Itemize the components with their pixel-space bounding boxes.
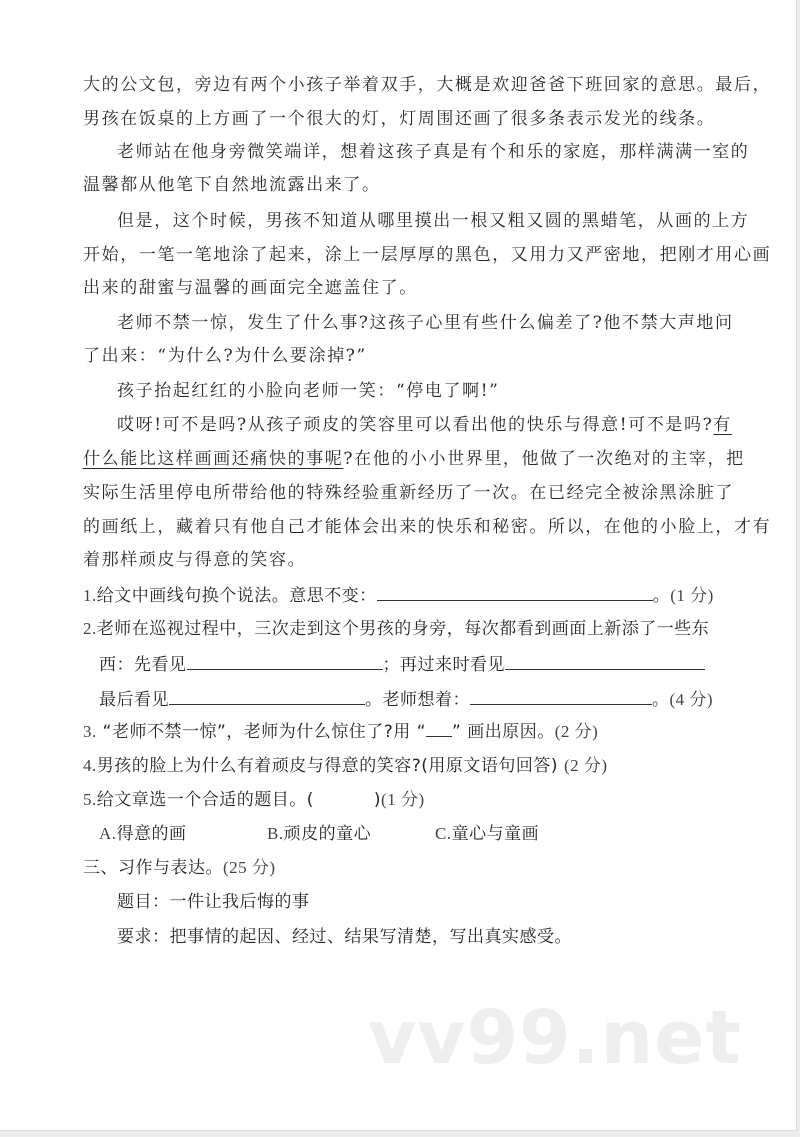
question-5 xyxy=(83,789,425,811)
question-number: 1. xyxy=(83,586,97,605)
option-b[interactable] xyxy=(267,823,435,845)
composition-topic: 题目：一件让我后悔的事 xyxy=(117,892,310,912)
question-number: 2. xyxy=(83,619,97,638)
question-text: 最后看见 xyxy=(99,690,169,710)
passage-line: 出来的甜蜜与温馨的画面完全遮盖住了。 xyxy=(83,278,418,298)
underlined-sentence: 什么能比这样画画还痛快的事呢 xyxy=(83,449,344,469)
question-2-line-3 xyxy=(99,688,713,711)
question-4 xyxy=(83,755,608,777)
question-punct: ) xyxy=(373,790,382,810)
option-label: 童心与童画 xyxy=(451,824,540,844)
question-text: 给文章选一个合适的题目。( xyxy=(96,790,314,810)
question-score: (2 分) xyxy=(554,722,599,741)
answer-blank-teacher-thought[interactable] xyxy=(470,688,652,705)
question-text: 。老师想着： xyxy=(365,690,470,710)
option-label: 顽皮的童心 xyxy=(283,824,372,844)
answer-blank-last-seen[interactable] xyxy=(169,688,365,705)
passage-line xyxy=(117,414,732,436)
passage-line: 大的公文包，旁边有两个小孩子举着双手，大概是欢迎爸爸下班回家的意思。最后， xyxy=(83,75,772,95)
passage-line xyxy=(83,448,745,470)
passage-line: 孩子抬起红红的小脸向老师一笑：“停电了啊!” xyxy=(117,381,500,401)
passage-text: ?在他的小小世界里，他做了一次绝对的主宰，把 xyxy=(343,449,745,469)
question-number: 3. xyxy=(83,722,97,741)
question-score: (4 分) xyxy=(669,690,714,709)
passage-line: 但是，这个时候，男孩不知道从哪里摸出一根又粗又圆的黑蜡笔，从画的上方 xyxy=(117,211,750,231)
option-label: 得意的画 xyxy=(116,824,187,844)
question-2-line-2 xyxy=(99,653,705,676)
answer-blank-first-seen[interactable] xyxy=(187,653,383,670)
question-number: 5. xyxy=(83,790,97,809)
question-text: 老师在巡视过程中，三次走到这个男孩的身旁，每次都看到画面上新添了一些东 xyxy=(96,619,710,639)
option-letter: B. xyxy=(267,824,284,843)
question-text: 给文中画线句换个说法。意思不变： xyxy=(96,586,377,606)
question-text: 男孩的脸上为什么有着顽皮与得意的笑容?(用原文语句回答) xyxy=(96,756,559,776)
passage-line: 老师站在他身旁微笑端详，想着这孩子真是有个和乐的家庭，那样满满一室的 xyxy=(117,142,750,162)
question-score: (2 分) xyxy=(563,756,608,775)
passage-line: 的画纸上，藏着只有他自己才能体会出来的快乐和秘密。所以，在他的小脸上，才有 xyxy=(83,517,772,537)
section-score: (25 分) xyxy=(223,858,276,877)
option-letter: A. xyxy=(99,824,117,843)
underlined-sentence-start: 有 xyxy=(713,415,732,435)
question-score: (1 分) xyxy=(670,586,714,605)
question-3 xyxy=(83,721,598,743)
section-heading: 三、习作与表达。 xyxy=(83,858,223,878)
question-score: (1 分) xyxy=(381,790,425,809)
underline-mark-symbol xyxy=(426,722,452,737)
option-a[interactable] xyxy=(99,823,267,845)
question-punct: 。 xyxy=(652,586,671,606)
composition-requirement: 要求：把事情的起因、经过、结果写清楚，写出真实感受。 xyxy=(117,927,572,947)
question-text: ；再过来时看见 xyxy=(382,655,505,675)
passage-line: 了出来：“为什么?为什么要涂掉?” xyxy=(83,346,367,366)
watermark: vv99.net xyxy=(368,995,742,1081)
question-5-options xyxy=(99,823,539,845)
question-1 xyxy=(83,584,714,607)
option-letter: C. xyxy=(435,824,452,843)
passage-line: 男孩在饭桌的上方画了一个很大的灯，灯周围还画了很多条表示发光的线条。 xyxy=(83,109,716,129)
passage-text: 哎呀!可不是吗?从孩子顽皮的笑容里可以看出他的快乐与得意!可不是吗? xyxy=(117,415,714,435)
option-c[interactable] xyxy=(435,823,539,845)
passage-line: 实际生活里停电所带给他的特殊经验重新经历了一次。在已经完全被涂黑涂脏了 xyxy=(83,483,734,503)
question-text: 西：先看见 xyxy=(99,655,187,675)
question-2 xyxy=(83,618,709,640)
question-text: “老师不禁一惊”，老师为什么惊住了?用 “ xyxy=(102,722,427,742)
question-number: 4. xyxy=(83,756,97,775)
question-text: ” 画出原因。 xyxy=(452,722,555,742)
question-punct: 。 xyxy=(652,690,670,710)
passage-line: 开始，一笔一笔地涂了起来，涂上一层厚厚的黑色，又用力又严密地，把刚才用心画 xyxy=(83,245,772,265)
answer-blank-second-seen[interactable] xyxy=(505,653,705,670)
passage-line: 老师不禁一惊，发生了什么事?这孩子心里有些什么偏差了?他不禁大声地问 xyxy=(117,313,734,333)
answer-blank[interactable] xyxy=(377,584,653,601)
passage-line: 着那样顽皮与得意的笑容。 xyxy=(83,550,307,570)
section-3-heading xyxy=(83,857,276,879)
passage-line: 温馨都从他笔下自然地流露出来了。 xyxy=(83,175,381,195)
